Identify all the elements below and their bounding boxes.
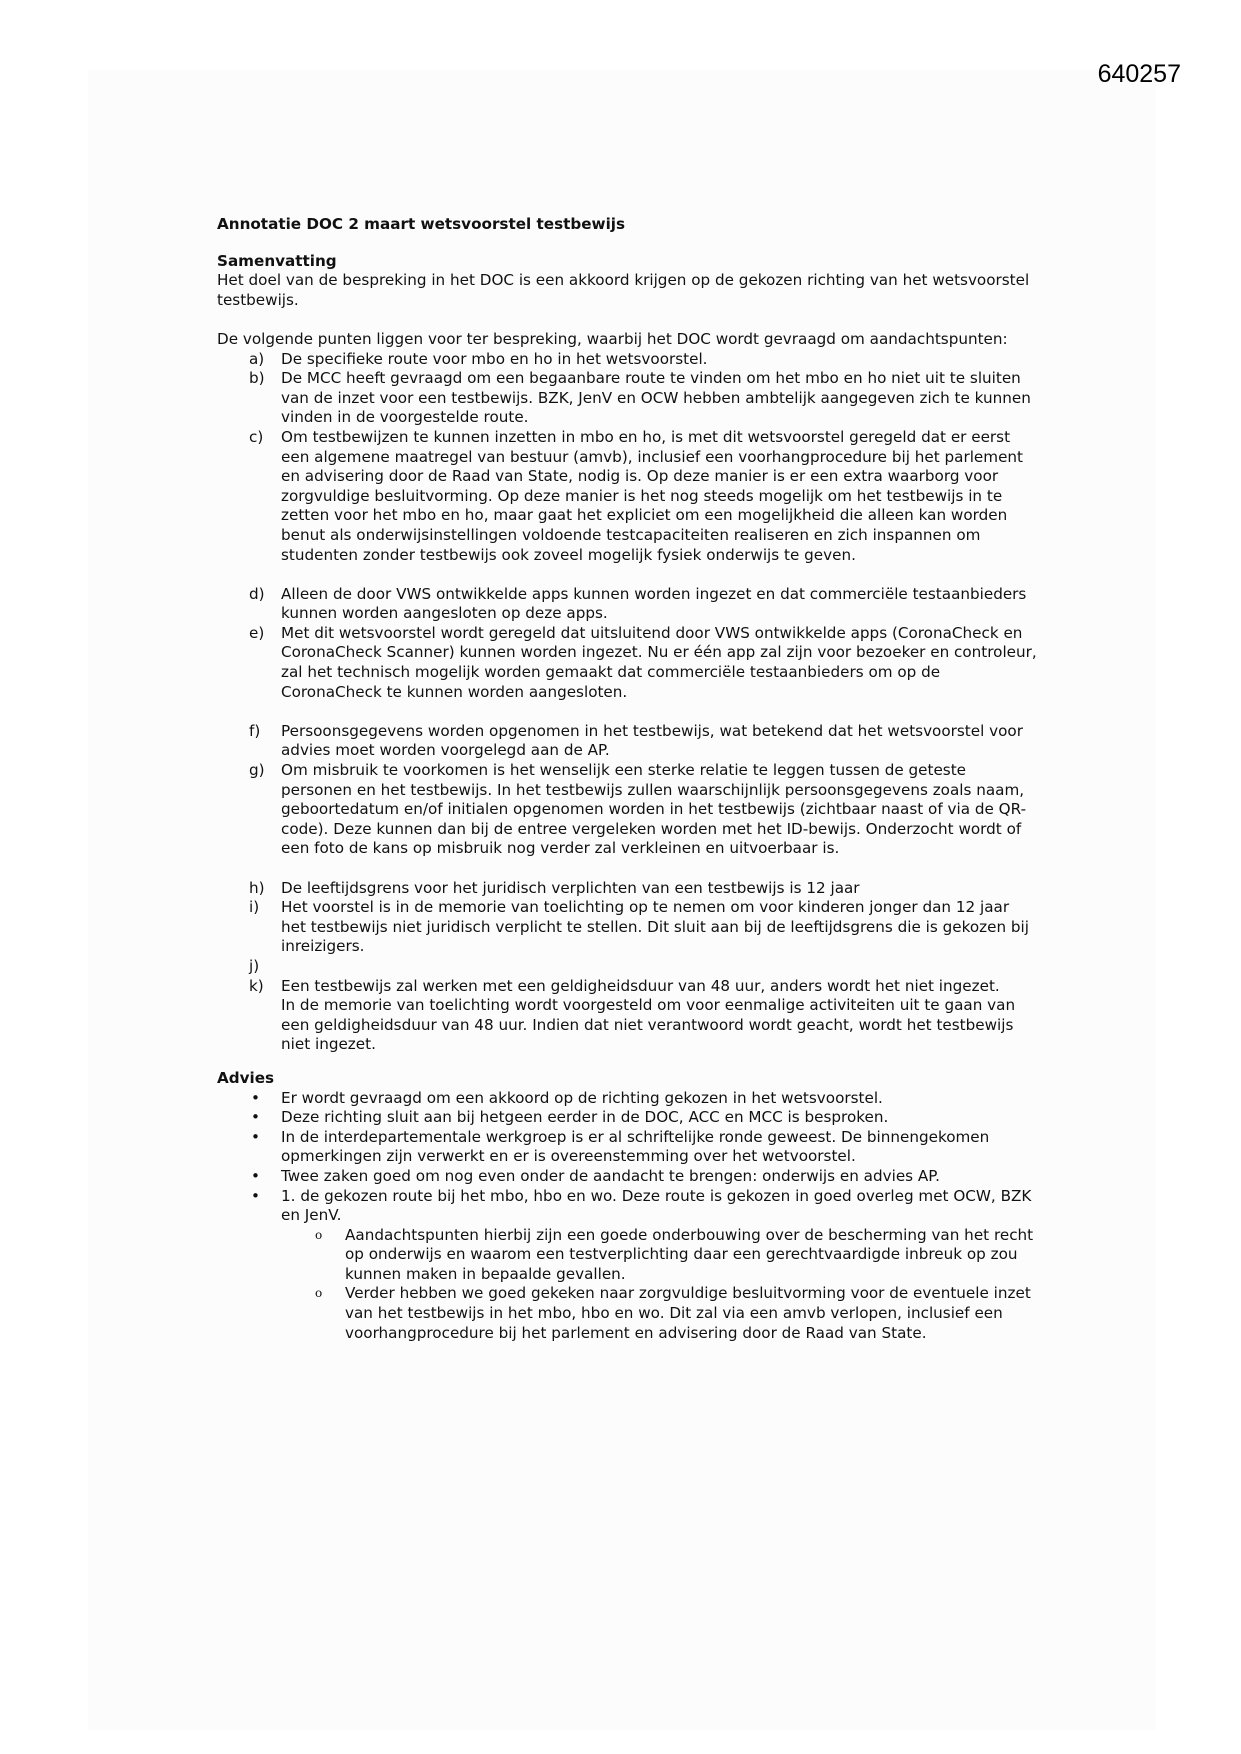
summary-intro: De volgende punten liggen voor ter bespreking, waarbij het DOC wordt gevraagd om aandachtspunten: bbox=[217, 329, 1008, 348]
summary-heading: Samenvatting bbox=[217, 251, 337, 270]
list-item: • Twee zaken goed om nog even onder de aandacht te brengen: onderwijs en advies AP. bbox=[251, 1166, 940, 1185]
advice-list bbox=[217, 1089, 1037, 1226]
list-item: i) Het voorstel is in de memorie van toelichting op te nemen om voor kinderen jonger dan 12 jaar het testbewijs niet juridisch verplicht te stellen. Dit sluit aan bij de leeftijdsgrens die is gekozen bij inreizigers. bbox=[249, 898, 1029, 956]
discussion-points bbox=[217, 350, 1037, 1055]
list-item: • 1. de gekozen route bij het mbo, hbo en wo. Deze route is gekozen in goed overleg met OCW, BZK en JenV. bbox=[251, 1186, 1032, 1225]
list-item: • Deze richting sluit aan bij hetgeen eerder in de DOC, ACC en MCC is besproken. bbox=[251, 1108, 889, 1127]
list-item: e) Met dit wetsvoorstel wordt geregeld dat uitsluitend door VWS ontwikkelde apps (CoronaCheck en CoronaCheck Scanner) kunnen worden ingezet. Nu er één app zal zijn voor bezoeker en controleur, zal het technisch mogelijk worden gemaakt dat commerciële testaanbieders om op de CoronaCheck te kunnen worden aangesloten. bbox=[249, 623, 1037, 701]
list-item: d) Alleen de door VWS ontwikkelde apps kunnen worden ingezet en dat commerciële testaanbieders kunnen worden aangesloten op deze apps. bbox=[249, 584, 1027, 623]
point-k-extra: In de memorie van toelichting wordt voorgesteld om voor eenmalige activiteiten uit te gaan van een geldigheidsduur van 48 uur. Indien dat niet verantwoord wordt geacht, wordt het testbewijs niet ingezet. bbox=[281, 996, 1016, 1054]
list-item: h) De leeftijdsgrens voor het juridisch verplichten van een testbewijs is 12 jaar bbox=[249, 878, 860, 897]
list-item: k) Een testbewijs zal werken met een geldigheidsduur van 48 uur, anders wordt het niet ingezet. In de memorie van toelichting wordt voorgesteld om voor eenmalige activiteiten uit te gaan van een geldigheidsduur van 48 uur. Indien dat niet verantwoord wordt geacht, wordt het testbewijs niet ingezet. bbox=[249, 976, 1016, 1054]
document-body bbox=[217, 215, 1037, 1343]
list-item: j) bbox=[249, 956, 260, 975]
list-item: f) Persoonsgegevens worden opgenomen in het testbewijs, wat betekend dat het wetsvoorstel voor advies moet worden voorgelegd aan de AP. bbox=[249, 721, 1023, 760]
advice-heading: Advies bbox=[217, 1068, 275, 1087]
list-item: • In de interdepartementale werkgroep is er al schriftelijke ronde geweest. De binnengekomen opmerkingen zijn verwerkt en er is overeenstemming over het wetvoorstel. bbox=[251, 1127, 990, 1166]
document-title: Annotatie DOC 2 maart wetsvoorstel testbewijs bbox=[217, 215, 626, 233]
summary-text: Het doel van de bespreking in het DOC is een akkoord krijgen op de gekozen richting van het wetsvoorstel testbewijs. bbox=[217, 271, 1030, 309]
list-item: • Er wordt gevraagd om een akkoord op de richting gekozen in het wetsvoorstel. bbox=[251, 1088, 883, 1107]
document-number: 640257 bbox=[1097, 60, 1181, 88]
list-item: c) Om testbewijzen te kunnen inzetten in mbo en ho, is met dit wetsvoorstel geregeld dat er eerst een algemene maatregel van bestuur (amvb), inclusief een voorhangprocedure bij het parlement en advisering door de Raad van State, nodig is. Op deze manier is er een extra waarborg voor zorgvuldige besluitvorming. Op deze manier is het nog steeds mogelijk om het testbewijs in te zetten voor het mbo en ho, maar gaat het expliciet om een mogelijkheid die alleen kan worden benut als onderwijsinstellingen voldoende testcapaciteiten realiseren en zich inspannen om studenten zonder testbewijs ook zoveel mogelijk fysiek onderwijs te geven. bbox=[249, 427, 1023, 564]
list-item: g) Om misbruik te voorkomen is het wenselijk een sterke relatie te leggen tussen de geteste personen en het testbewijs. In het testbewijs zullen waarschijnlijk persoonsgegevens zoals naam, geboortedatum en/of initialen opgenomen worden in het testbewijs (zichtbaar naast of via de QR-code). Deze kunnen dan bij de entree vergeleken worden met het ID-bewijs. Onderzocht wordt of een foto de kans op misbruik nog verder zal verkleinen en uitvoerbaar is. bbox=[249, 761, 1027, 858]
list-item: o Verder hebben we goed gekeken naar zorgvuldige besluitvorming voor de eventuele inzet van het testbewijs in het mbo, hbo en wo. Dit zal via een amvb verlopen, inclusief een voorhangprocedure bij het parlement en advisering door de Raad van State. bbox=[315, 1284, 1031, 1342]
list-item: o Aandachtspunten hierbij zijn een goede onderbouwing over de bescherming van het recht op onderwijs en waarom een testverplichting daar een gerechtvaardigde inbreuk op zou kunnen maken in bepaalde gevallen. bbox=[315, 1225, 1034, 1283]
list-item: b) De MCC heeft gevraagd om een begaanbare route te vinden om het mbo en ho niet uit te sluiten van de inzet voor een testbewijs. BZK, JenV en OCW hebben ambtelijk aangegeven zich te kunnen vinden in de voorgestelde route. bbox=[249, 369, 1031, 427]
list-item: a) De specifieke route voor mbo en ho in het wetsvoorstel. bbox=[249, 349, 708, 368]
advice-sub-list bbox=[281, 1226, 1037, 1344]
